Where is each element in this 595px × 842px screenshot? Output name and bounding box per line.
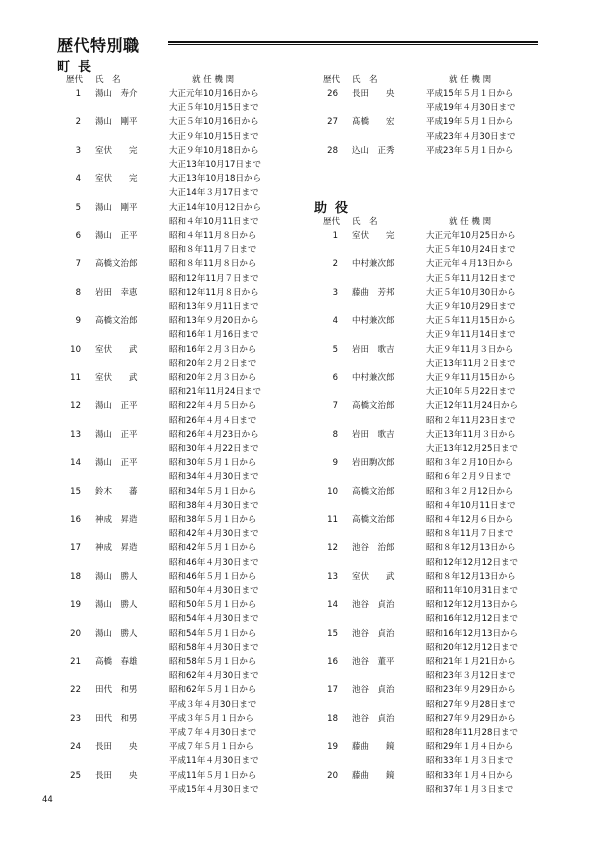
row-name: 室伏 完 — [352, 231, 395, 241]
term-to: 平成15年４月30日まで — [169, 784, 259, 795]
row-number: 3 — [75, 145, 81, 156]
term-to: 昭和４年10月11日まで — [426, 500, 516, 511]
term-from: 昭和21年１月21日から — [426, 657, 516, 667]
term-to: 平成７年４月30日まで — [169, 727, 257, 738]
row-name: 高橋文治郎 — [352, 515, 395, 525]
term-from: 昭和13年９月20日から — [169, 316, 259, 327]
term-to: 昭和13年９月11日まで — [169, 301, 259, 312]
term-to: 昭和20年12月12日まで — [426, 642, 518, 653]
term-from: 平成23年５月１日から — [426, 145, 514, 156]
row-name: 湯山 勝人 — [95, 600, 138, 611]
row-number: 16 — [327, 657, 338, 667]
joyaku-section-title: 助役 — [314, 201, 357, 216]
row-number: 17 — [327, 685, 338, 696]
row-number: 25 — [70, 770, 81, 781]
term-from: 昭和54年５月１日から — [169, 628, 257, 639]
row-name: 室伏 完 — [95, 174, 138, 185]
term-to: 昭和33年１月３日まで — [426, 756, 514, 767]
term-to: 昭和34年４月30日まで — [169, 472, 259, 483]
term-to: 大正５年11月12日まで — [426, 273, 516, 284]
term-to: 大正13年10月17日まで — [169, 159, 261, 170]
row-name: 湯山 寿介 — [95, 89, 138, 99]
row-name: 室伏 武 — [352, 571, 395, 582]
row-number: 22 — [70, 685, 81, 696]
row-name: 岩田 歌吉 — [352, 344, 395, 355]
row-number: 14 — [327, 600, 338, 611]
row-name: 高橋文治郎 — [352, 401, 395, 412]
term-to: 昭和62年４月30日まで — [169, 671, 259, 682]
row-number: 4 — [75, 174, 81, 185]
row-name: 池谷 貞治 — [352, 600, 395, 611]
row-number: 28 — [327, 145, 338, 156]
row-name: 藤曲 鏡 — [352, 742, 395, 753]
term-from: 昭和38年５月１日から — [169, 515, 257, 525]
row-name: 湯山 正平 — [95, 401, 138, 412]
row-number: 13 — [327, 571, 338, 582]
header-name: 氏 名 — [352, 75, 378, 85]
term-to: 昭和16年１月16日まで — [169, 330, 259, 341]
row-number: 7 — [75, 259, 81, 270]
term-from: 昭和23年９月29日から — [426, 685, 516, 696]
term-to: 大正９年11月14日まで — [426, 330, 516, 341]
row-number: 19 — [327, 742, 338, 753]
row-number: 20 — [327, 770, 338, 781]
row-name: 神成 昇造 — [95, 543, 138, 554]
row-number: 27 — [327, 117, 338, 128]
row-number: 6 — [75, 231, 81, 241]
term-to: 昭和37年１月３日まで — [426, 784, 514, 795]
row-name: 中村兼次郎 — [352, 259, 395, 270]
term-to: 平成11年４月30日まで — [169, 756, 259, 767]
row-name: 池谷 貞治 — [352, 628, 395, 639]
term-from: 昭和46年５月１日から — [169, 571, 257, 582]
row-name: 池谷 董平 — [352, 657, 395, 667]
term-from: 大正５年10月16日から — [169, 117, 259, 128]
row-number: 10 — [70, 344, 81, 355]
row-name: 中村兼次郎 — [352, 316, 395, 327]
header-no: 歴代 — [323, 75, 341, 85]
term-from: 昭和８年11月８日から — [169, 259, 257, 270]
term-from: 大正13年11月３日から — [426, 429, 516, 440]
row-name: 岩田駒次郎 — [352, 458, 395, 469]
term-from: 昭和42年５月１日から — [169, 543, 257, 554]
row-number: 2 — [332, 259, 338, 270]
row-name: 長田 央 — [95, 770, 138, 781]
row-name: 藤曲 芳邦 — [352, 287, 395, 298]
page-title: 歴代特別職 — [57, 36, 140, 55]
row-name: 室伏 武 — [95, 373, 138, 383]
term-to: 昭和６年２月９日まで — [426, 472, 512, 483]
row-number: 6 — [332, 373, 338, 383]
row-name: 室伏 完 — [95, 145, 138, 156]
row-number: 1 — [332, 231, 338, 241]
term-to: 大正14年３月17日まで — [169, 188, 259, 199]
term-from: 大正５年11月15日から — [426, 316, 516, 327]
term-from: 大正９年10月18日から — [169, 145, 259, 156]
row-number: 11 — [70, 373, 81, 383]
term-to: 大正10年５月22日まで — [426, 387, 516, 398]
header-no: 歴代 — [323, 217, 341, 227]
row-name: 湯山 勝人 — [95, 628, 138, 639]
term-from: 昭和30年５月１日から — [169, 458, 257, 469]
term-to: 昭和27年９月28日まで — [426, 699, 516, 710]
row-number: 2 — [75, 117, 81, 128]
term-from: 昭和４年12月６日から — [426, 515, 514, 525]
term-from: 昭和８年12月13日から — [426, 571, 516, 582]
row-name: 田代 和男 — [95, 713, 138, 724]
header-term: 就 任 機 関 — [192, 75, 235, 85]
row-name: 鈴木 蕃 — [95, 486, 138, 497]
term-to: 大正５年10月15日まで — [169, 103, 259, 114]
term-from: 昭和34年５月１日から — [169, 486, 257, 497]
term-from: 昭和12年11月８日から — [169, 287, 259, 298]
term-to: 大正５年10月24日まで — [426, 245, 516, 256]
header-term: 就 任 機 関 — [449, 217, 492, 227]
term-to: 昭和４年10月11日まで — [169, 216, 259, 227]
row-name: 田代 和男 — [95, 685, 138, 696]
row-name: 室伏 武 — [95, 344, 138, 355]
row-name: 池谷 貞治 — [352, 685, 395, 696]
row-number: 8 — [332, 429, 338, 440]
term-to: 大正13年12月25日まで — [426, 443, 518, 454]
term-from: 平成11年５月１日から — [169, 770, 257, 781]
term-to: 昭和26年４月４日まで — [169, 415, 257, 426]
row-number: 23 — [70, 713, 81, 724]
term-to: 昭和42年４月30日まで — [169, 529, 259, 540]
term-from: 大正９年11月15日から — [426, 373, 516, 383]
term-from: 大正元年４月13日から — [426, 259, 514, 270]
row-number: 12 — [70, 401, 81, 412]
term-from: 大正13年10月18日から — [169, 174, 261, 185]
term-to: 昭和21年11月24日まで — [169, 387, 261, 398]
term-to: 昭和28年11月28日まで — [426, 727, 518, 738]
term-from: 大正12年11月24日から — [426, 401, 518, 412]
term-from: 大正５年10月30日から — [426, 287, 516, 298]
header-name: 氏 名 — [95, 75, 121, 85]
row-name: 湯山 正平 — [95, 231, 138, 241]
row-name: 高橋文治郎 — [95, 316, 138, 327]
term-to: 昭和12年11月７日まで — [169, 273, 259, 284]
row-name: 高橋文治郎 — [352, 486, 395, 497]
row-number: 17 — [70, 543, 81, 554]
row-number: 5 — [332, 344, 338, 355]
term-to: 昭和16年12月12日まで — [426, 614, 518, 625]
term-to: 平成19年４月30日まで — [426, 103, 516, 114]
term-from: 平成３年５月１日から — [169, 713, 255, 724]
row-name: 神成 昇造 — [95, 515, 138, 525]
row-number: 26 — [327, 89, 338, 99]
term-to: 昭和23年３月12日まで — [426, 671, 516, 682]
term-from: 昭和３年２月10日から — [426, 458, 514, 469]
row-number: 13 — [70, 429, 81, 440]
term-to: 昭和２年11月23日まで — [426, 415, 516, 426]
term-to: 昭和50年４月30日まで — [169, 585, 259, 596]
header-term: 就 任 機 関 — [449, 75, 492, 85]
term-from: 昭和29年１月４日から — [426, 742, 514, 753]
row-name: 藤曲 鏡 — [352, 770, 395, 781]
row-number: 19 — [70, 600, 81, 611]
term-to: 大正９年10月15日まで — [169, 131, 259, 142]
row-name: 湯山 勝人 — [95, 571, 138, 582]
term-to: 昭和54年４月30日まで — [169, 614, 259, 625]
row-name: 高橋文治郎 — [95, 259, 138, 270]
term-to: 昭和８年11月７日まで — [169, 245, 257, 256]
term-from: 平成15年５月１日から — [426, 89, 514, 99]
term-to: 平成３年４月30日まで — [169, 699, 257, 710]
term-from: 昭和20年２月３日から — [169, 373, 257, 383]
row-name: 湯山 剛平 — [95, 117, 138, 128]
row-name: 長田 央 — [95, 742, 138, 753]
term-to: 昭和20年２月２日まで — [169, 358, 257, 369]
row-number: 9 — [332, 458, 338, 469]
row-number: 15 — [327, 628, 338, 639]
row-number: 24 — [70, 742, 81, 753]
row-number: 21 — [70, 657, 81, 667]
term-to: 昭和11年10月31日まで — [426, 585, 518, 596]
term-from: 大正９年11月３日から — [426, 344, 514, 355]
term-from: 昭和26年４月23日から — [169, 429, 259, 440]
term-from: 昭和27年９月29日から — [426, 713, 516, 724]
term-from: 昭和４年11月８日から — [169, 231, 257, 241]
row-name: 池谷 貞治 — [352, 713, 395, 724]
term-to: 昭和12年12月12日まで — [426, 557, 518, 568]
term-from: 平成７年５月１日から — [169, 742, 255, 753]
row-number: 12 — [327, 543, 338, 554]
row-number: 9 — [75, 316, 81, 327]
row-number: 20 — [70, 628, 81, 639]
row-name: 岩田 幸恵 — [95, 287, 138, 298]
term-from: 昭和58年５月１日から — [169, 657, 257, 667]
term-from: 昭和16年２月３日から — [169, 344, 257, 355]
row-number: 10 — [327, 486, 338, 497]
page-number: 44 — [42, 795, 53, 805]
row-name: 池谷 治郎 — [352, 543, 395, 554]
term-to: 大正13年11月２日まで — [426, 358, 516, 369]
row-number: 8 — [75, 287, 81, 298]
term-to: 昭和38年４月30日まで — [169, 500, 259, 511]
row-name: 髙橋 宏 — [352, 117, 395, 128]
row-number: 7 — [332, 401, 338, 412]
term-from: 昭和３年２月12日から — [426, 486, 514, 497]
title-rule — [168, 41, 538, 45]
row-number: 1 — [75, 89, 81, 99]
header-no: 歴代 — [66, 75, 84, 85]
term-from: 昭和62年５月１日から — [169, 685, 257, 696]
row-number: 18 — [327, 713, 338, 724]
term-from: 昭和50年５月１日から — [169, 600, 257, 611]
term-from: 大正元年10月25日から — [426, 231, 516, 241]
row-number: 15 — [70, 486, 81, 497]
row-name: 高橋 春雄 — [95, 657, 138, 667]
term-to: 昭和58年４月30日まで — [169, 642, 259, 653]
chocho-section-title: 町長 — [57, 60, 100, 75]
row-name: 湯山 正平 — [95, 429, 138, 440]
row-number: 18 — [70, 571, 81, 582]
term-from: 昭和８年12月13日から — [426, 543, 516, 554]
term-from: 大正元年10月16日から — [169, 89, 259, 99]
row-number: 5 — [75, 202, 81, 213]
term-from: 昭和22年４月５日から — [169, 401, 257, 412]
term-to: 昭和８年11月７日まで — [426, 529, 514, 540]
row-name: 湯山 剛平 — [95, 202, 138, 213]
row-number: 11 — [327, 515, 338, 525]
term-from: 昭和12年12月13日から — [426, 600, 518, 611]
term-to: 昭和30年４月22日まで — [169, 443, 259, 454]
row-name: 湯山 正平 — [95, 458, 138, 469]
row-name: 中村兼次郎 — [352, 373, 395, 383]
header-name: 氏 名 — [352, 217, 378, 227]
row-number: 16 — [70, 515, 81, 525]
row-name: 長田 央 — [352, 89, 395, 99]
term-from: 平成19年５月１日から — [426, 117, 514, 128]
row-name: 込山 正秀 — [352, 145, 395, 156]
term-from: 大正14年10月12日から — [169, 202, 261, 213]
term-from: 昭和33年１月４日から — [426, 770, 514, 781]
term-to: 昭和46年４月30日まで — [169, 557, 259, 568]
term-to: 大正９年10月29日まで — [426, 301, 516, 312]
term-from: 昭和16年12月13日から — [426, 628, 518, 639]
row-number: 4 — [332, 316, 338, 327]
row-number: 3 — [332, 287, 338, 298]
row-name: 岩田 歌吉 — [352, 429, 395, 440]
row-number: 14 — [70, 458, 81, 469]
term-to: 平成23年４月30日まで — [426, 131, 516, 142]
